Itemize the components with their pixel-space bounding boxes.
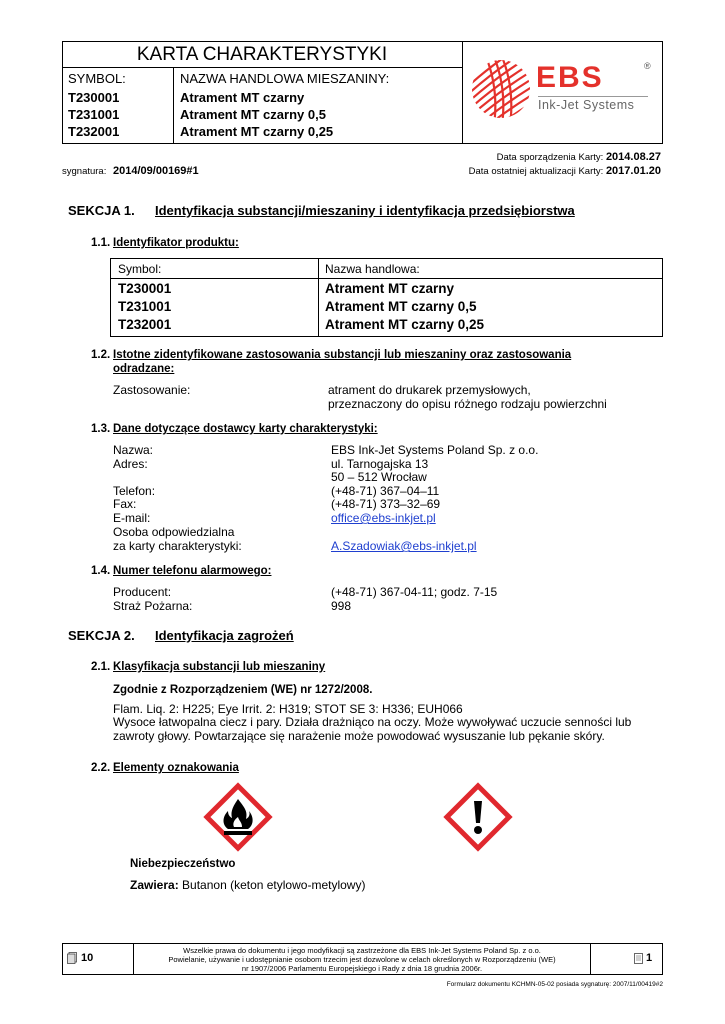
phone-value: (+48-71) 367–04–11	[331, 484, 440, 498]
contains-line: Zawiera: Butanon (keton etylowo-metylowy)	[130, 878, 366, 892]
header-trade-name: Atrament MT czarny 0,5	[180, 107, 326, 122]
subsection-1-2-title-cont: odradzane:	[113, 363, 175, 375]
flame-pictogram-icon	[202, 781, 274, 853]
logo-rule	[538, 96, 648, 97]
usage-value-cont: przeznaczony do opisu różnego rodzaju powierzchni	[328, 397, 607, 411]
created-date: Data sporządzenia Karty: 2014.08.27	[496, 151, 661, 163]
table-cell-name: Atrament MT czarny 0,5	[325, 299, 477, 314]
supplier-name-label: Nazwa:	[113, 443, 154, 457]
table-header-symbol: Symbol:	[118, 262, 162, 276]
subsection-1-4-title: Numer telefonu alarmowego:	[113, 565, 272, 577]
signal-word: Niebezpieczeństwo	[130, 858, 236, 870]
hazard-classes: Flam. Liq. 2: H225; Eye Irrit. 2: H319; STOT SE 3: H336; EUH066	[113, 702, 463, 716]
logo-registered: ®	[644, 61, 651, 71]
table-divider	[110, 278, 663, 279]
subsection-1-2-title: Istotne zidentyfikowane zastosowania substancji lub mieszaniny oraz zastosowania	[113, 349, 572, 361]
subsection-1-1-title: Identyfikator produktu:	[113, 237, 239, 249]
exclamation-pictogram-icon	[442, 781, 514, 853]
header-symbol: T231001	[68, 107, 120, 122]
pages-stack-icon	[67, 952, 77, 964]
header-divider	[173, 68, 174, 144]
responsible-label-cont: za karty charakterystyki:	[113, 539, 242, 553]
usage-label: Zastosowanie:	[113, 383, 191, 397]
hazard-description-cont: zawroty głowy. Powtarzające się narażenie może powodować wysuszanie lub pękanie skóry.	[113, 729, 605, 743]
fire-brigade-value: 998	[331, 599, 352, 613]
symbol-label: SYMBOL:	[68, 71, 126, 86]
page-number: 1	[634, 952, 652, 964]
subsection-1-3-number: 1.3.	[91, 423, 111, 435]
table-cell-symbol: T232001	[118, 317, 172, 332]
producer-label: Producent:	[113, 585, 172, 599]
email-link[interactable]: office@ebs-inkjet.pl	[331, 511, 436, 525]
header-symbol: T232001	[68, 124, 120, 139]
phone-label: Telefon:	[113, 484, 156, 498]
address-line-1: ul. Tarnogajska 13	[331, 457, 429, 471]
total-pages: 10	[67, 952, 93, 964]
footer-divider	[590, 943, 591, 975]
table-divider	[318, 258, 319, 337]
subsection-2-1-number: 2.1.	[91, 661, 111, 673]
header-divider	[462, 41, 463, 144]
supplier-name-value: EBS Ink-Jet Systems Poland Sp. z o.o.	[331, 443, 539, 457]
responsible-label: Osoba odpowiedzialna	[113, 525, 235, 539]
updated-date: Data ostatniej aktualizacji Karty: 2017.01.20	[468, 165, 661, 177]
fax-value: (+48-71) 373–32–69	[331, 497, 441, 511]
table-cell-name: Atrament MT czarny	[325, 281, 455, 296]
usage-value: atrament do drukarek przemysłowych,	[328, 383, 531, 397]
logo-sphere-icon	[470, 58, 532, 120]
form-note: Formularz dokumentu KCHMN-05-02 posiada sygnaturę: 2007/11/00419#2	[446, 981, 663, 988]
header-symbol: T230001	[68, 90, 120, 105]
section-1-title: Identyfikacja substancji/mieszaniny i identyfikacja przedsiębiorstwa	[155, 203, 575, 218]
subsection-1-2-number: 1.2.	[91, 349, 111, 361]
section-2-title: Identyfikacja zagrożeń	[155, 628, 294, 643]
header-trade-name: Atrament MT czarny 0,25	[180, 124, 334, 139]
subsection-2-1-title: Klasyfikacja substancji lub mieszaniny	[113, 661, 326, 673]
logo-tagline: Ink-Jet Systems	[538, 98, 635, 112]
fax-label: Fax:	[113, 497, 137, 511]
regulation-reference: Zgodnie z Rozporządzeniem (WE) nr 1272/2008.	[113, 684, 373, 696]
document-title: KARTA CHARAKTERYSTYKI	[62, 42, 462, 68]
table-cell-symbol: T230001	[118, 281, 172, 296]
address-label: Adres:	[113, 457, 148, 471]
trade-name-label: NAZWA HANDLOWA MIESZANINY:	[180, 71, 390, 86]
header-trade-name: Atrament MT czarny	[180, 90, 305, 105]
signature: sygnatura: 2014/09/00169#1	[62, 165, 199, 177]
subsection-2-2-number: 2.2.	[91, 762, 111, 774]
fire-brigade-label: Straż Pożarna:	[113, 599, 193, 613]
table-header-name: Nazwa handlowa:	[325, 262, 420, 276]
email-label: E-mail:	[113, 511, 151, 525]
address-line-2: 50 – 512 Wrocław	[331, 470, 427, 484]
responsible-email-link[interactable]: A.Szadowiak@ebs-inkjet.pl	[331, 539, 477, 553]
producer-value: (+48-71) 367-04-11; godz. 7-15	[331, 585, 498, 599]
page-icon	[634, 953, 643, 964]
copyright-notice: Wszelkie prawa do dokumentu i jego modyfikacji są zastrzeżone dla EBS Ink-Jet Systems Poland Sp. z o.o. Powielanie, używanie i udostępnianie osobom trzecim jest dozwolone w celach określonych w Rozporządzeniu (WE) nr 1907/2006 Parlamentu Europejskiego i Rady z dnia 18 grudnia 2006r.	[168, 946, 556, 973]
subsection-2-2-title: Elementy oznakowania	[113, 762, 239, 774]
hazard-description: Wysoce łatwopalna ciecz i pary. Działa drażniąco na oczy. Może wywoływać uczucie senności lub	[113, 715, 632, 729]
section-1-number: SEKCJA 1.	[68, 203, 135, 218]
logo-brand: EBS	[536, 61, 604, 94]
subsection-1-3-title: Dane dotyczące dostawcy karty charakterystyki:	[113, 423, 378, 435]
ebs-logo	[468, 58, 658, 120]
subsection-1-4-number: 1.4.	[91, 565, 111, 577]
section-2-number: SEKCJA 2.	[68, 628, 135, 643]
table-cell-name: Atrament MT czarny 0,25	[325, 317, 485, 332]
subsection-1-1-number: 1.1.	[91, 237, 111, 249]
table-cell-symbol: T231001	[118, 299, 172, 314]
